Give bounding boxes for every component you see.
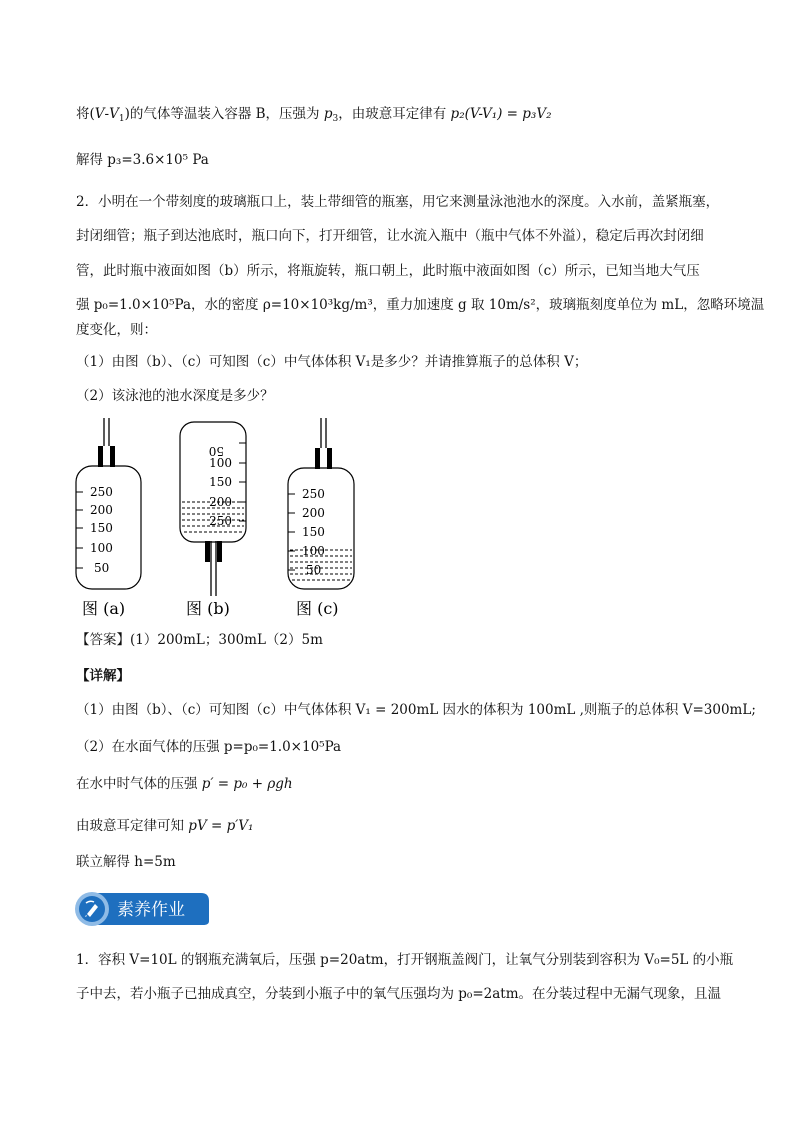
caption-a: 图 (a) <box>82 599 126 618</box>
tick-label: 100 <box>90 541 113 555</box>
caption-c: 图 (c) <box>296 599 339 618</box>
boyle-equation: p₂(V-V₁) = p₃V₂ <box>450 106 552 122</box>
sub-question-1: （1）由图（b）、（c）可知图（c）中气体体积 V₁是多少？并请推算瓶子的总体积 V； <box>76 354 588 370</box>
detail-line-5: 联立解得 h=5m <box>76 854 176 870</box>
tick-label: 250 <box>209 514 232 528</box>
figure-b <box>180 422 246 618</box>
text-fragment: 由玻意耳定律可知 <box>76 818 184 834</box>
detail-heading: 【详解】 <box>76 668 130 684</box>
question-2-line-3: 管，此时瓶中液面如图（b）所示，将瓶旋转，瓶口朝上，此时瓶中液面如图（c）所示，已知当地大气压 <box>76 263 700 279</box>
ticks-b <box>209 443 246 528</box>
text-fragment: )的气体等温装入容器 B，压强为 <box>124 106 320 122</box>
detail-line-3 <box>76 774 293 794</box>
tick-label: 150 <box>209 475 232 489</box>
figure-c <box>288 418 354 618</box>
tick-label: 250 <box>90 485 113 499</box>
banner-title: 素养作业 <box>117 900 185 920</box>
tick-label: 100 <box>209 456 232 470</box>
tick-label: 50 <box>94 561 110 575</box>
detail-line-2: （2）在水面气体的压强 p=p₀=1.0×10⁵Pa <box>76 739 342 755</box>
text-fragment: ，由玻意耳定律有 <box>338 106 447 122</box>
answer-line: 【答案】(1）200mL；300mL（2）5m <box>76 632 323 648</box>
homework-line-1: 1．容积 V=10L 的钢瓶充满氧后，压强 p=20atm，打开钢瓶盖阀门，让氧气分别装到容积为 V₀=5L 的小瓶 <box>76 952 734 968</box>
text-fragment: - <box>104 106 110 122</box>
pressure-equation: p′ = p₀ + ρgh <box>201 776 293 792</box>
tick-label: 200 <box>90 503 113 517</box>
var-p3: p <box>323 106 333 122</box>
ticks-a <box>76 485 113 575</box>
sub-question-2: （2）该泳池的池水深度是多少？ <box>76 388 274 404</box>
text-fragment: 在水中时气体的压强 <box>76 776 198 792</box>
caption-b: 图 (b) <box>186 599 230 618</box>
detail-line-4 <box>76 816 253 836</box>
tick-label: 50 <box>208 444 224 458</box>
detail-line-1: （1）由图（b）、（c）可知图（c）中气体体积 V₁ = 200mL 因水的体积为 100mL ,则瓶子的总体积 V=300mL; <box>76 702 756 718</box>
bottle-figures <box>60 418 360 628</box>
tick-label: 200 <box>209 495 232 509</box>
homework-line-2: 子中去，若小瓶子已抽成真空，分装到小瓶子中的氧气压强均为 p₀=2atm。在分装过程中无漏气现象，且温 <box>76 986 722 1002</box>
section-banner <box>73 889 213 927</box>
question-2-line-4: 强 p₀=1.0×10⁵Pa，水的密度 ρ=10×10³kg/m³，重力加速度 g 取 10m/s²，玻璃瓶刻度单位为 mL，忽略环境温 <box>76 297 765 313</box>
question-2-line-5: 度变化，则： <box>76 322 157 338</box>
figure-a <box>76 418 141 618</box>
tick-label: 50 <box>306 563 322 577</box>
tick-label: 250 <box>302 487 325 501</box>
text-fragment: 将( <box>76 106 95 122</box>
var-v1: V <box>109 106 119 122</box>
tick-label: 150 <box>90 521 113 535</box>
ticks-c <box>288 487 325 577</box>
solution-line: 解得 p₃=3.6×10⁵ Pa <box>76 152 209 168</box>
boyle-equation-2: pV = p′V₁ <box>188 818 254 834</box>
tick-label: 100 <box>302 544 325 558</box>
question-2-line-1: 2．小明在一个带刻度的玻璃瓶口上，装上带细管的瓶塞，用它来测量泳池池水的深度。入水前，盖紧瓶塞， <box>76 194 720 210</box>
var-v: V <box>94 106 105 122</box>
tick-label: 200 <box>302 506 325 520</box>
tick-label: 150 <box>302 525 325 539</box>
question-2-line-2: 封闭细管；瓶子到达池底时，瓶口向下，打开细管，让水流入瓶中（瓶中气体不外溢），稳定后再次封闭细 <box>76 228 704 244</box>
eq-line-1: 将$(V-V_1)$的气体等温装入容器 B，压强为 $p_3$，由玻意耳定律有 p₂(V-V₁) = p₃V₂ <box>76 106 552 124</box>
